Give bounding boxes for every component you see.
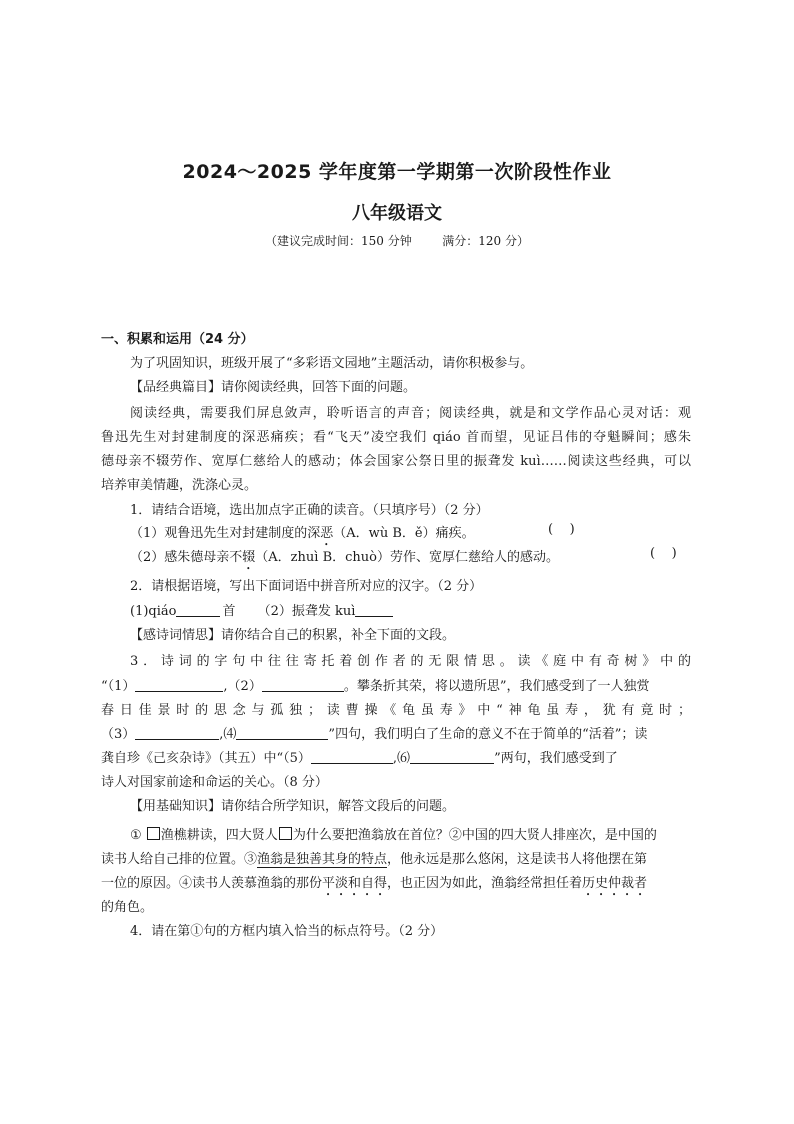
question-2-stem: 2．请根据语境，写出下面词语中拼音所对应的汉字。（2 分） bbox=[130, 579, 483, 594]
underlined-text: 渔翁是独善其身的特点 bbox=[257, 852, 388, 867]
question-2-items bbox=[130, 600, 691, 619]
dotted-text: 平淡和自得 bbox=[322, 876, 388, 891]
question-3-line bbox=[101, 723, 691, 742]
part2-title: 【感诗词情思】请你结合自己的积累，补全下面的文段。 bbox=[130, 628, 456, 643]
question-4-stem: 4．请在第①句的方框内填入恰当的标点符号。（2 分） bbox=[130, 924, 444, 939]
answer-box[interactable] bbox=[147, 827, 160, 840]
question-3-line: 3．诗词的字句中往往寄托着创作者的无限情思。读《庭中有奇树》中的 bbox=[130, 654, 691, 669]
dotted-char: 辍 bbox=[242, 550, 256, 565]
passage2-line: 的角色。 bbox=[101, 900, 154, 915]
q-text: ”两句，我们感受到了 bbox=[494, 751, 618, 766]
part3-title: 【用基础知识】请你结合所学知识，解答文段后的问题。 bbox=[130, 799, 456, 814]
exam-subtitle: 八年级语文 bbox=[352, 203, 442, 224]
p-text: ，也正因为如此，渔翁经常担任着 bbox=[387, 876, 583, 891]
exam-meta: （建议完成时间：150 分钟 满分：120 分） bbox=[265, 234, 529, 248]
item-text: （A．wù B．ě）痛疾。 bbox=[333, 526, 475, 541]
passage2-line bbox=[130, 824, 691, 843]
answer-blank[interactable] bbox=[236, 726, 328, 740]
q-text: （3） bbox=[101, 727, 136, 742]
item-text: (1)qiáo bbox=[130, 604, 177, 619]
question-1-stem: 1．请结合语境，选出加点字正确的读音。（只填序号）（2 分） bbox=[130, 503, 489, 518]
answer-blank[interactable] bbox=[355, 603, 393, 617]
answer-blank[interactable] bbox=[135, 678, 223, 692]
passage-line: 德母亲不辍劳作、宽厚仁慈给人的感动；体会国家公祭日里的振聋发 kuì……阅读这些经典，可以 bbox=[101, 454, 691, 469]
q-text: 。攀条折其荣，将以遗所思”，我们感受到了一人独赏 bbox=[343, 679, 650, 694]
item-text: （A．zhuì B．chuò）劳作、宽厚仁慈给人的感动。 bbox=[255, 550, 559, 565]
dotted-char: 恶 bbox=[320, 526, 334, 541]
item-text: （1）观鲁迅先生对封建制度的深 bbox=[130, 526, 321, 541]
section-heading: 一、积累和运用（24 分） bbox=[101, 332, 254, 347]
p-text: 渔樵耕读，四大贤人 bbox=[160, 828, 278, 843]
answer-box[interactable] bbox=[279, 827, 292, 840]
answer-paren[interactable]: ( ) bbox=[548, 522, 575, 537]
item-text: （2）振聋发 kuì bbox=[257, 604, 356, 619]
q-text: ,⑷ bbox=[219, 727, 237, 742]
dotted-text: 历史仲裁者 bbox=[582, 876, 648, 891]
passage2-line bbox=[101, 872, 691, 899]
question-1-item-2 bbox=[130, 546, 691, 573]
item-text: （2）感朱德母亲不 bbox=[130, 550, 243, 565]
answer-blank[interactable] bbox=[311, 750, 393, 764]
exam-title: 2024～2025 学年度第一学期第一次阶段性作业 bbox=[182, 161, 612, 183]
section-intro: 为了巩固知识，班级开展了“多彩语文园地”主题活动，请你积极参与。 bbox=[130, 356, 534, 371]
passage-line: 鲁迅先生对封建制度的深恶痛疾；看“飞天”凌空我们 qiáo 首而望，见证吕伟的夺魁瞬间；感朱 bbox=[101, 430, 691, 445]
question-3-line: 诗人对国家前途和命运的关心。（8 分） bbox=[101, 775, 328, 790]
q-text: ”四句，我们明白了生命的意义不在于简单的“活着”；读 bbox=[328, 727, 648, 742]
answer-blank[interactable] bbox=[176, 603, 220, 617]
question-1-item-1 bbox=[130, 522, 691, 549]
answer-paren[interactable]: ( ) bbox=[650, 546, 677, 561]
question-3-line bbox=[101, 747, 691, 766]
p-text: 一位的原因。④读书人羡慕渔翁的那份 bbox=[101, 876, 323, 891]
p-text: ，他永远是那么悠闲，这是读书人将他摆在第 bbox=[387, 852, 648, 867]
passage2-line bbox=[101, 848, 691, 867]
p-text: 读书人给自己排的位置。③ bbox=[101, 852, 258, 867]
answer-blank[interactable] bbox=[135, 726, 219, 740]
item-text: 首 bbox=[222, 604, 236, 619]
passage-line: 阅读经典，需要我们屏息敛声，聆听语言的声音；阅读经典，就是和文学作品心灵对话：观 bbox=[130, 406, 691, 421]
answer-blank[interactable] bbox=[410, 750, 494, 764]
q-text: “（1） bbox=[101, 679, 136, 694]
q-text: 龚自珍《己亥杂诗》（其五）中“（5） bbox=[101, 751, 311, 766]
p-text: 为什么要把渔翁放在首位？②中国的四大贤人排座次，是中国的 bbox=[292, 828, 657, 843]
question-3-line: 春日佳景时的思念与孤独；读曹操《龟虽寿》中“神龟虽寿，犹有竟时； bbox=[101, 703, 691, 718]
part1-title: 【品经典篇目】请你阅读经典，回答下面的问题。 bbox=[130, 380, 417, 395]
answer-blank[interactable] bbox=[262, 678, 344, 692]
passage-line: 培养审美情趣，洗涤心灵。 bbox=[101, 478, 258, 493]
q-text: ,（2） bbox=[223, 679, 262, 694]
p-text: ① bbox=[130, 828, 146, 843]
question-3-line bbox=[101, 675, 691, 694]
q-text: ,⑹ bbox=[392, 751, 411, 766]
